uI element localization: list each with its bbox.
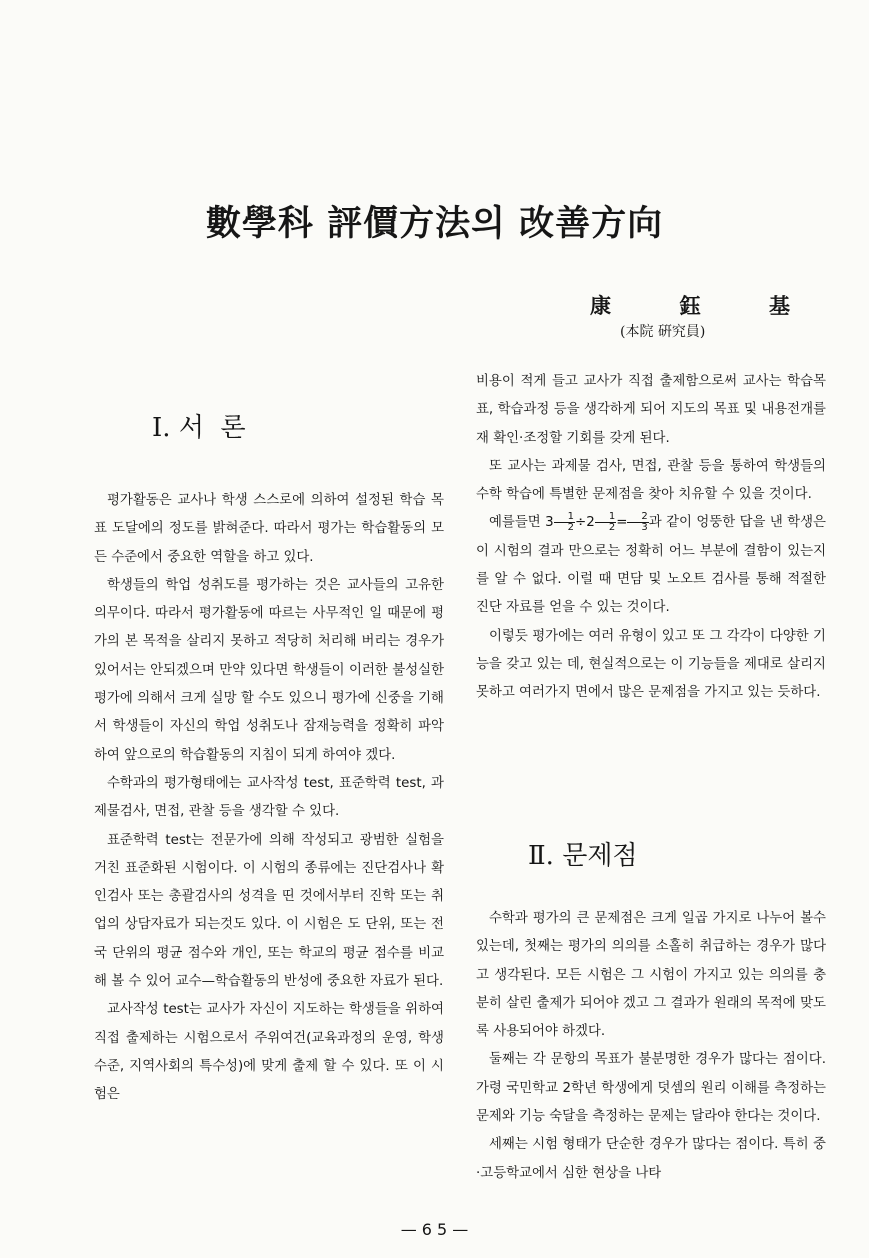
paragraph: 또 교사는 과제물 검사, 면접, 관찰 등을 통하여 학생들의 수학 학습에 특별한 문제점을 찾아 치유할 수 있을 것이다.: [476, 458, 826, 503]
paragraph: 비용이 적게 들고 교사가 직접 출제함으로써 교사는 학습목표, 학습과정 등을 생각하게 되어 지도의 목표 및 내용전개를 재 확인·조정할 기회를 갖게 된다.: [476, 374, 826, 446]
numerator: 2: [627, 512, 648, 523]
numerator: 1: [554, 512, 575, 523]
right-column-bottom: [476, 905, 826, 1188]
paragraph: 수학과 평가의 큰 문제점은 크게 일곱 가지로 나누어 볼수 있는데, 첫째는 평가의 의의를 소홀히 취급하는 경우가 많다고 생각된다. 모든 시험은 그 시험이 가지고 있는 의의를 충분히 살린 출제가 되어야 겠고 그 결과가 원래의 목적에 맞도록 사용되어야 하겠다.: [476, 911, 826, 1040]
operator: =: [616, 515, 628, 531]
paragraph: 표준학력 test는 전문가에 의해 작성되고 광범한 실험을 거친 표준화된 시험이다. 이 시험의 종류에는 진단검사나 확인검사 또는 총괄검사의 성격을 띤 것에서부터 진학 또는 취업의 상담자료가 되는것도 있다. 이 시험은 도 단위, 또는 전국 단위의 평균 점수와 개인, 또는 학교의 평균 점수를 비교해 볼 수 있어 교수—학습활동의 반성에 중요한 자료가 된다.: [94, 832, 444, 990]
author-name: [590, 290, 790, 320]
section-number: Ⅰ.: [152, 413, 171, 443]
paragraph: 이렇듯 평가에는 여러 유형이 있고 또 그 각각이 다양한 기능을 갖고 있는 데, 현실적으로는 이 기능들을 제대로 살리지 못하고 여러가지 면에서 많은 문제점을 가지고 있는 듯하다.: [476, 628, 826, 701]
section-number: Ⅱ.: [528, 841, 554, 871]
numerator: 1: [595, 512, 616, 523]
section-title: 문제점: [562, 841, 638, 871]
mixed-number-whole: 2: [586, 515, 595, 531]
page-number: — 6 5 —: [400, 1220, 469, 1239]
left-column: [94, 487, 444, 1110]
author-char: 康: [590, 293, 611, 318]
author-affiliation: (本院 硏究員): [620, 324, 706, 340]
example-lead: 예를들면: [489, 515, 546, 531]
section-heading-intro: [152, 407, 246, 444]
paragraph: 세째는 시험 형태가 단순한 경우가 많다는 점이다. 특히 중·고등학교에서 심한 현상을 나타: [476, 1137, 826, 1181]
fraction: [595, 512, 616, 533]
right-column-top: [476, 368, 826, 708]
example-rest: 과 같이 엉뚱한 답을 낸 학생은 이 시험의 결과 만으로는 정확히 어느 부분에 결함이 있는지를 알 수 없다. 이럴 때 면담 및 노오트 검사를 통해 적절한 진단 자료를 얻을 수 있는 것이다.: [476, 515, 826, 616]
article-title: 數學科 評價方法의 改善方向: [205, 203, 664, 244]
paragraph: 둘째는 각 문항의 목표가 불분명한 경우가 많다는 점이다. 가령 국민학교 2학년 학생에게 덧셈의 원리 이해를 측정하는 문제와 기능 숙달을 측정하는 문제는 달라야 한다는 것이다.: [476, 1052, 826, 1125]
author-char: 基: [769, 293, 790, 318]
section-heading-problems: [528, 835, 638, 872]
denominator: 3: [641, 521, 648, 533]
paragraph: 수학과의 평가형태에는 교사작성 test, 표준학력 test, 과제물검사, 면접, 관찰 등을 생각할 수 있다.: [94, 775, 444, 820]
paragraph: 학생들의 학업 성취도를 평가하는 것은 교사들의 고유한 의무이다. 따라서 평가활동에 따르는 사무적인 일 때문에 평가의 본 목적을 살리지 못하고 적당히 처리해 버리는 경우가 있어서는 안되겠으며 만약 있다면 학생들이 이러한 불성실한 평가에 의해서 크게 실망 할 수도 있으니 평가에 신중을 기해서 학생들이 자신의 학업 성취도나 잠재능력을 정확히 파악하여 앞으로의 학습활동의 지침이 되게 하여야 겠다.: [94, 577, 444, 763]
author-char: 鈺: [679, 293, 701, 318]
example-paragraph: [476, 509, 826, 622]
paragraph: 평가활동은 교사나 학생 스스로에 의하여 설정된 학습 목표 도달에의 정도를 밝혀준다. 따라서 평가는 학습활동의 모든 수준에서 중요한 역할을 하고 있다.: [94, 493, 444, 565]
denominator: 2: [608, 521, 616, 533]
fraction: [627, 512, 648, 533]
denominator: 2: [567, 521, 575, 533]
paragraph: 교사작성 test는 교사가 자신이 지도하는 학생들을 위하여 직접 출제하는 시험으로서 주위여건(교육과정의 운영, 학생수준, 지역사회의 특수성)에 맞게 출제 할 수 있다. 또 이 시험은: [94, 1002, 444, 1103]
mixed-number-whole: 3: [545, 515, 554, 531]
section-title: 서 론: [178, 413, 246, 443]
operator: ÷: [575, 515, 587, 531]
fraction: [554, 512, 575, 533]
